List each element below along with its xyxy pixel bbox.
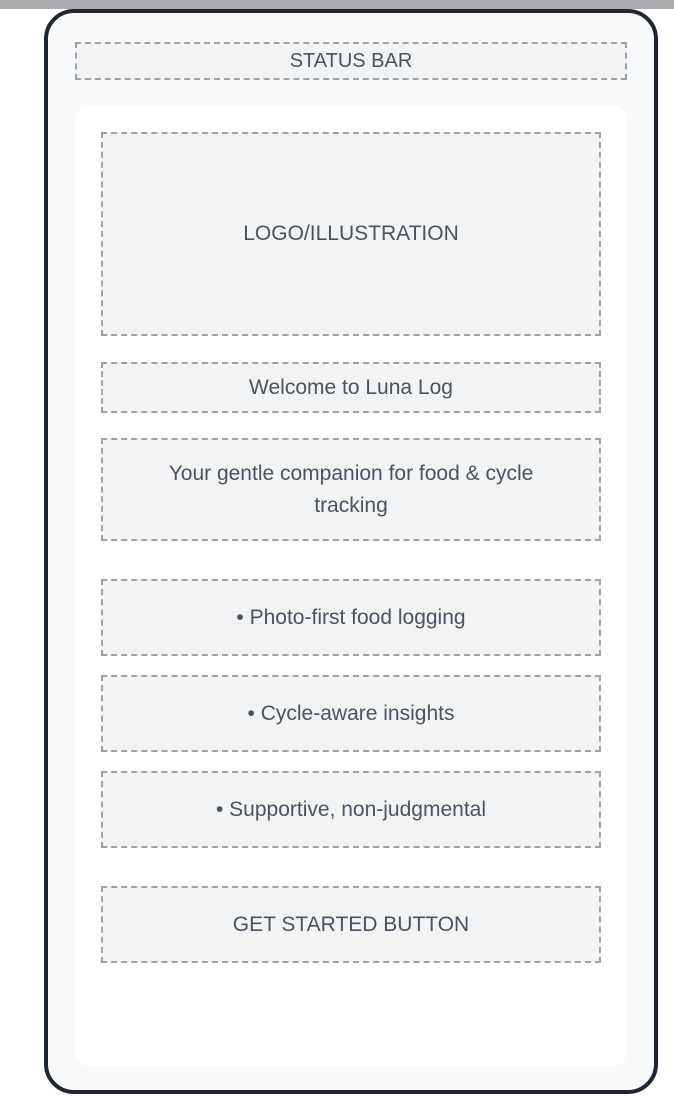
feature-item-cycle-insights (101, 675, 601, 752)
feature-label: • Photo-first food logging (236, 605, 466, 629)
phone-frame (44, 9, 658, 1094)
onboarding-screen (75, 106, 627, 1066)
get-started-button-label: GET STARTED BUTTON (232, 912, 470, 936)
browser-top-strip (0, 0, 674, 9)
feature-item-photo-logging (101, 579, 601, 656)
logo-label: LOGO/ILLUSTRATION (243, 222, 459, 246)
welcome-title (101, 362, 601, 413)
status-bar (75, 42, 627, 80)
welcome-subtitle-text: Your gentle companion for food & cycle tracking (168, 462, 534, 517)
logo-illustration-placeholder (101, 132, 601, 336)
status-bar-label: STATUS BAR (289, 50, 413, 72)
get-started-button[interactable] (101, 886, 601, 963)
feature-label: • Supportive, non-judgmental (215, 797, 487, 821)
welcome-subtitle (101, 438, 601, 541)
welcome-title-text: Welcome to Luna Log (249, 375, 453, 399)
feature-item-supportive (101, 771, 601, 848)
feature-label: • Cycle-aware insights (247, 701, 455, 725)
